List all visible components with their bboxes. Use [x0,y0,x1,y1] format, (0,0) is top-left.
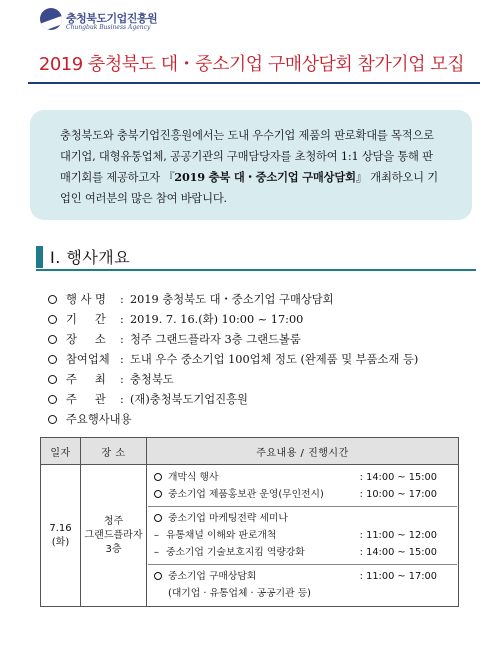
overview-label: 행 사 명 [66,293,106,306]
overview-item: 주 최 : 충청북도 [48,370,478,390]
item-text: 유통채널 이해와 판로개척 [166,530,277,541]
place-line: 그랜드플라자 [84,529,143,541]
overview-label: 참여업체 [66,353,110,366]
overview-value: 충청북도 [130,373,174,386]
overview-item [48,410,478,430]
item-text: 중소기업 구매상담회 [168,571,257,582]
item-time: : 14:00 ~ 15:00 [359,547,437,558]
overview-item: 장 소 : 청주 그랜드플라자 3층 그랜드볼룸 [48,330,478,350]
item-time: : 10:00 ~ 17:00 [359,489,437,500]
intro-box [30,110,472,220]
overview-list [48,290,478,430]
item-text: 중소기업 마케팅전략 세미나 [168,513,288,524]
schedule-group [154,469,451,503]
item-text: 중소기업 제품홍보관 운영(무인전시) [168,489,324,500]
org-name: 충청북도기업진흥원 [66,12,158,25]
header-content: 주요내용 / 진행시간 [147,438,459,465]
header-date: 일자 [41,438,81,465]
overview-item: 기 간 : 2019. 7. 16.(화) 10:00 ~ 17:00 [48,310,478,330]
intro-text-start: 충청북도와 충북기업진흥원에서는 도내 우수기업 제품의 판로확대를 목적으로 대기업, 대형유통업체, 공공기관의 구매담당자를 초청하여 1:1 상담을 통해 판매기회를 제공하고자 『 [60,129,434,184]
section-heading [36,246,476,270]
content-cell [147,465,459,607]
page-title: 2019 충청북도 대・중소기업 구매상담회 참가기업 모집 [38,54,465,75]
org-name-english: Chungbuk Business Agency [66,24,151,31]
schedule-group [154,568,451,602]
place-cell [81,465,147,607]
schedule-subitem: – 유통채널 이해와 판로개척 : 11:00 ~ 12:00 [154,527,451,544]
place-line: 청주 [103,515,124,527]
header-place: 장 소 [81,438,147,465]
circle-bullet-icon [154,514,162,522]
group-divider [148,506,457,507]
schedule-subitem: – 중소기업 기술보호지킴 역량강화 : 14:00 ~ 15:00 [154,544,451,561]
group-divider [148,564,457,565]
schedule-item [154,510,451,527]
title-underline [28,82,480,84]
schedule-item [154,568,451,585]
circle-bullet-icon [154,572,162,580]
circle-bullet-icon [48,335,57,344]
intro-event-name: 2019 충북 대・중소기업 구매상담회 [174,170,356,184]
circle-bullet-icon [154,490,162,498]
table-header-row [41,438,459,465]
overview-value: 2019. 7. 16.(화) 10:00 ~ 17:00 [130,313,304,326]
table-row [41,465,459,607]
item-time: : 14:00 ~ 15:00 [359,472,437,483]
org-logo [40,6,180,36]
weekday-line: (화) [51,536,70,548]
circle-bullet-icon [48,375,57,384]
date-line: 7.16 [49,522,72,534]
circle-bullet-icon [48,355,57,364]
date-cell [41,465,81,607]
overview-item: 참여업체 : 도내 우수 중소기업 100업체 정도 (완제품 및 부품소재 등) [48,350,478,370]
overview-value: 2019 충청북도 대・중소기업 구매상담회 [130,293,334,306]
overview-value: 청주 그랜드플라자 3층 그랜드볼룸 [130,333,301,346]
circle-bullet-icon [48,295,57,304]
circle-bullet-icon [48,415,57,424]
circle-bullet-icon [48,315,57,324]
logo-emblem-icon [40,8,62,30]
section-bar [36,246,43,268]
overview-label: 주 관 [66,393,106,406]
overview-item: 주 관 : (재)충청북도기업진흥원 [48,390,478,410]
schedule-item [154,469,451,486]
overview-label: 주요행사내용 [66,413,132,426]
place-line: 3층 [105,543,122,555]
circle-bullet-icon [48,395,57,404]
circle-bullet-icon [154,473,162,481]
item-text: 개막식 행사 [168,472,219,483]
section-title: Ⅰ. 행사개요 [50,248,131,267]
overview-item: 행 사 명 : 2019 충청북도 대・중소기업 구매상담회 [48,290,478,310]
schedule-table [40,437,459,607]
intro-text-end: 』 개최하오니 기업인 여러분의 많은 참여 바랍니다. [60,171,438,205]
schedule-item [154,486,451,503]
schedule-group [154,510,451,561]
item-time: : 11:00 ~ 17:00 [359,571,437,582]
schedule-subitem [154,585,451,602]
section-underline [36,269,476,271]
overview-value: 도내 우수 중소기업 100업체 정도 (완제품 및 부품소재 등) [130,353,419,366]
overview-value: (재)충청북도기업진흥원 [130,393,248,406]
overview-label: 장 소 [66,333,106,346]
overview-label: 기 간 [66,313,106,326]
overview-label: 주 최 [66,373,106,386]
item-text: (대기업 · 유통업체 · 공공기관 등) [168,588,312,599]
item-text: 중소기업 기술보호지킴 역량강화 [166,547,305,558]
item-time: : 11:00 ~ 12:00 [359,530,437,541]
